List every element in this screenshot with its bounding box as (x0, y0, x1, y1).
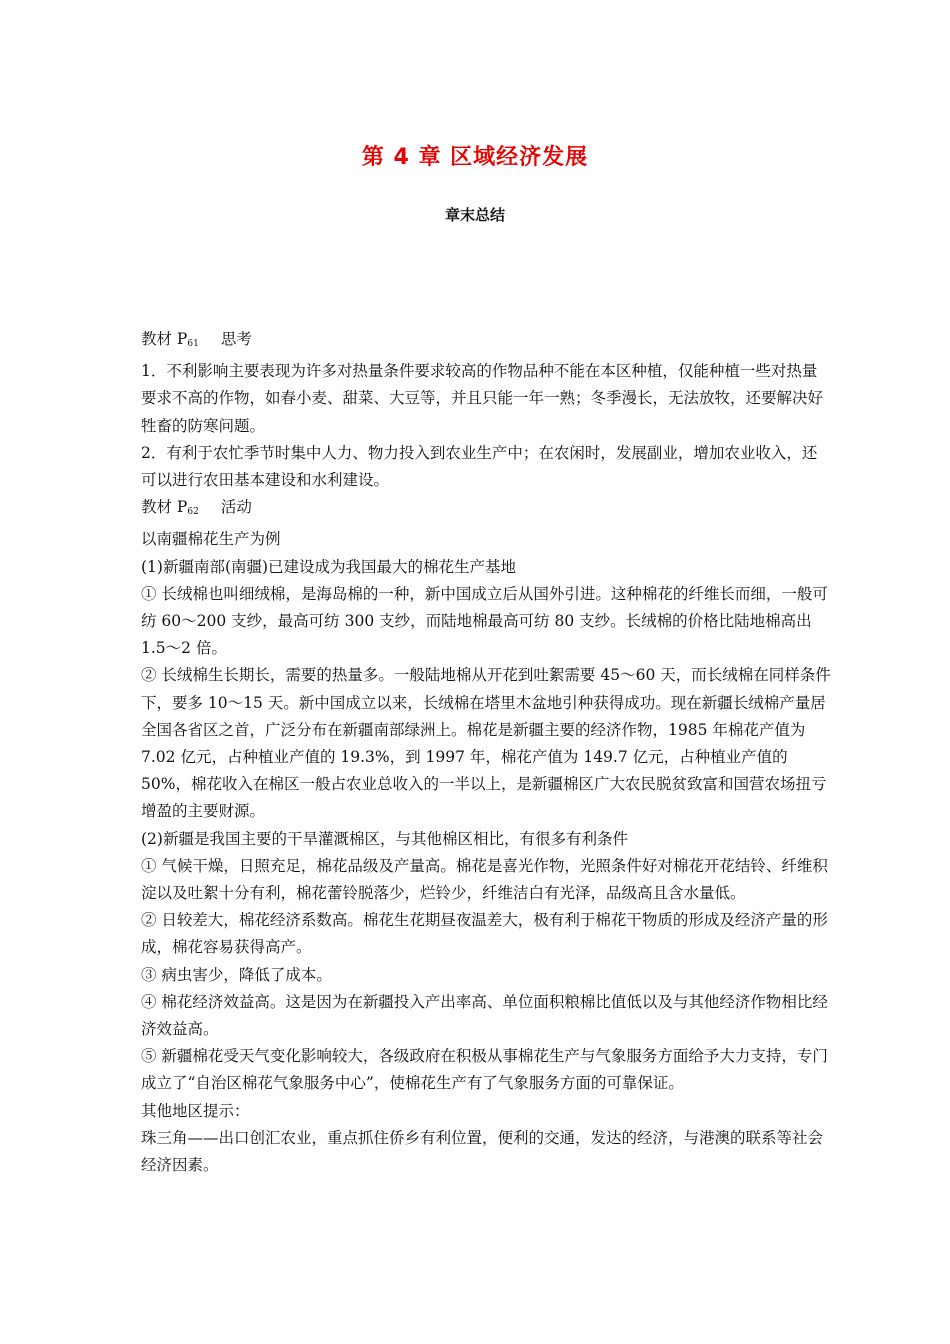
textbook-reference-2 (141, 494, 831, 526)
answer-paragraph: 1．不利影响主要表现为许多对热量条件要求较高的作物品种不能在本区种植，仅能种植一些对热量要求不高的作物，如春小麦、甜菜、大豆等，并且只能一年一熟；冬季漫长，无法放牧，还要解决好牲畜的防寒问题。 (141, 362, 824, 435)
list-item: ① 气候干燥，日照充足，棉花品级及产量高。棉花是喜光作物，光照条件好对棉花开花结铃、纤维积淀以及吐絮十分有利，棉花蕾铃脱落少，烂铃少，纤维洁白有光泽，品级高且含水量低。 (141, 856, 828, 903)
ref-prefix: 教材 P (141, 498, 188, 517)
answer-paragraph: 2．有利于农忙季节时集中人力、物力投入到农业生产中；在农闲时，发展副业，增加农业收入，还可以进行农田基本建设和水利建设。 (141, 443, 818, 490)
list-item: ① 长绒棉也叫细绒棉，是海岛棉的一种，新中国成立后从国外引进。这种棉花的纤维长而细，一般可纺 60～200 支纱，最高可纺 300 支纱，而陆地棉最高可纺 80 支纱。长绒棉的价格比陆地棉高出 1.5～2 倍。 (141, 584, 828, 658)
ref-label: 活动 (220, 498, 252, 517)
list-item: ③ 病虫害少，降低了成本。 (141, 965, 332, 984)
list-item: ② 长绒棉生长期长，需要的热量多。一般陆地棉从开花到吐絮需要 45～60 天，而长绒棉在同样条件下，要多 10～15 天。新中国成立以来，长绒棉在塔里木盆地引种获得成功。现在新疆长绒棉产量居全国各省区之首，广泛分布在新疆南部绿洲上。棉花是新疆主要的经济作物，1985 年棉花产值为 7.02 亿元，占种植业产值的 19.3%，到 1997 年，棉花产值为 149.7 亿元，占种植业产值的 50%，棉花收入在棉区一般占农业总收入的一半以上，是新疆棉区广大农民脱贫致富和国营农场扭亏增盈的主要财源。 (141, 666, 831, 821)
section-title: 章末总结 (444, 206, 505, 224)
ref-prefix: 教材 P (141, 330, 188, 348)
ref-label: 思考 (220, 330, 252, 348)
ref-page-number: 61 (187, 339, 199, 349)
chapter-title: 第 4 章 区域经济发展 (361, 145, 589, 170)
other-regions-text: 珠三角——出口创汇农业，重点抓住侨乡有利位置，便利的交通，发达的经济，与港澳的联系等社会经济因素。 (141, 1128, 824, 1175)
list-item: ② 日较差大，棉花经济系数高。棉花生花期昼夜温差大，极有利于棉花干物质的形成及经济产量的形成，棉花容易获得高产。 (141, 911, 828, 957)
textbook-reference-1 (141, 326, 831, 358)
other-regions-heading: 其他地区提示： (141, 1101, 250, 1120)
content-body (141, 326, 831, 1179)
ref-page-number: 62 (187, 507, 199, 518)
part1-heading: (1)新疆南部(南疆)已建设成为我国最大的棉花生产基地 (141, 557, 517, 576)
list-item: ④ 棉花经济效益高。这是因为在新疆投入产出率高、单位面积粮棉比值低以及与其他经济作物相比经济效益高。 (141, 992, 828, 1039)
activity-intro: 以南疆棉花生产为例 (141, 530, 281, 549)
part2-heading: (2)新疆是我国主要的干旱灌溉棉区，与其他棉区相比，有很多有利条件 (141, 829, 628, 848)
list-item: ⑤ 新疆棉花受天气变化影响较大，各级政府在积极从事棉花生产与气象服务方面给予大力支持，专门成立了“自治区棉花气象服务中心”，使棉花生产有了气象服务方面的可靠保证。 (141, 1047, 828, 1093)
